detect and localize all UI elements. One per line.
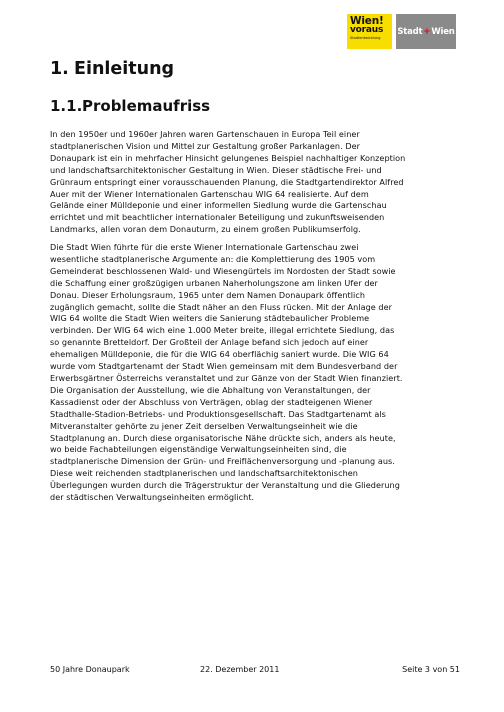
stadt-wien-logo-left: Stadt — [397, 26, 423, 37]
logo-tagline: Stadtentwicklung — [350, 36, 381, 40]
chapter-title: Einleitung — [74, 59, 175, 79]
footer-document-title: 50 Jahre Donaupark — [50, 665, 130, 674]
paragraph-line: Kassadienst oder der Abschluss von Verträgen, oblag der stadteigenen Wiener — [50, 396, 373, 407]
footer-date: 22. Dezember 2011 — [200, 665, 280, 674]
paragraph-line: Diese weit reichenden stadtplanerischen und landschaftsarchitektonischen — [50, 468, 358, 479]
paragraph-line: Mitveranstalter gehörte zu jener Zeit derselben Verwaltungseinheit wie die — [50, 420, 358, 431]
paragraph-line: Gelände einer Mülldeponie und einer informellen Siedlung wurde die Gartenschau — [50, 200, 387, 211]
paragraph-line: Grünraum entspringt einer vorausschauenden Planung, die Stadtgartendirektor Alfred — [50, 176, 404, 187]
paragraph-line: und landschaftsarchitektonischer Gestaltung in Wien. Dieser städtische Frei- und — [50, 164, 382, 175]
paragraph-line: Stadtplanung an. Durch diese organisatorische Nähe drückte sich, anders als heute, — [50, 432, 396, 443]
paragraph-line: Die Organisation der Ausstellung, wie die Abhaltung von Veranstaltungen, der — [50, 384, 371, 395]
paragraph-line: ehemaligen Mülldeponie, die für die WIG 64 oberflächig saniert wurde. Die WIG 64 — [50, 349, 389, 360]
stadt-wien-logo-right: Wien — [431, 26, 455, 37]
paragraph-line: In den 1950er und 1960er Jahren waren Gartenschauen in Europa Teil einer — [50, 129, 360, 139]
logo-line-1: Wien! — [350, 15, 384, 27]
paragraph-line: Gemeinderat beschlossenen Wald- und Wiesengürtels im Nordosten der Stadt sowie — [50, 265, 396, 276]
paragraph-line: der städtischen Verwaltungseinheiten ermöglicht. — [50, 492, 255, 503]
paragraph-line: zugänglich gemacht, sollte die Stadt näher an den Fluss rücken. Mit der Anlage der — [50, 301, 393, 312]
section-title: Problemaufriss — [82, 97, 211, 115]
paragraph-line: Donaupark ist ein in mehrfacher Hinsicht gelungenes Beispiel nachhaltiger Konzeption — [50, 152, 406, 163]
stadt-wien-mark-icon: + — [423, 26, 431, 37]
paragraph-line: Donau. Dieser Erholungsraum, 1965 unter dem Namen Donaupark öffentlich — [50, 289, 366, 300]
paragraph-line: stadtplanerische Dimension der Grün- und Freiflächenversorgung und -planung aus. — [50, 456, 395, 467]
paragraph-line: Die Stadt Wien führte für die erste Wiener Internationale Gartenschau zwei — [50, 242, 359, 252]
footer-page-number: Seite 3 von 51 — [402, 665, 460, 674]
section-number: 1.1. — [50, 97, 83, 115]
chapter-heading — [50, 59, 174, 79]
paragraph-line: wurde vom Stadtgartenamt der Stadt Wien gemeinsam mit dem Bundesverband der — [50, 361, 398, 372]
paragraph-line: Stadthalle-Stadion-Betriebs- und Produktionsgesellschaft. Das Stadtgartenamt als — [50, 408, 386, 419]
paragraph-line: die Schaffung einer großzügigen urbanen Naherholungszone am linken Ufer der — [50, 277, 378, 288]
wien-voraus-logo — [347, 14, 392, 49]
paragraph-2 — [50, 242, 462, 504]
paragraph-line: Auer mit der Wiener Internationalen Gartenschau WIG 64 realisierte. Auf dem — [50, 188, 369, 199]
stadt-wien-logo — [396, 14, 456, 49]
paragraph-1 — [50, 129, 462, 236]
section-heading — [50, 97, 210, 115]
paragraph-line: WIG 64 wollte die Stadt Wien weiters die Sanierung städtebaulicher Probleme — [50, 313, 370, 324]
logo-line-2: voraus — [350, 25, 384, 35]
paragraph-line: Überlegungen wurden durch die Trägerstruktur der Veranstaltung und die Gliederung — [50, 480, 400, 491]
page-footer — [50, 665, 460, 677]
chapter-number: 1. — [50, 59, 69, 79]
paragraph-line: verbinden. Der WIG 64 wich eine 1.000 Meter breite, illegal errichtete Siedlung, das — [50, 325, 395, 336]
paragraph-line: wo beide Fachabteilungen eigenständige Verwaltungseinheiten sind, die — [50, 444, 347, 455]
paragraph-line: so genannte Bretteldorf. Der Großteil der Anlage befand sich jedoch auf einer — [50, 337, 369, 348]
paragraph-line: stadtplanerischen Vision und Mittel zur Gestaltung großer Parkanlagen. Der — [50, 140, 361, 151]
paragraph-line: Landmarks, allen voran dem Donauturm, zu einem großen Publikumserfolg. — [50, 224, 361, 235]
paragraph-line: errichtet und mit beachtlicher internationaler Beteiligung und zukunftsweisenden — [50, 212, 385, 223]
paragraph-line: Erwerbsgärtner Österreichs veranstaltet und zur Gänze von der Stadt Wien finanziert. — [50, 372, 403, 383]
paragraph-line: wesentliche stadtplanerische Argumente an: die Komplettierung des 1905 vom — [50, 253, 376, 264]
